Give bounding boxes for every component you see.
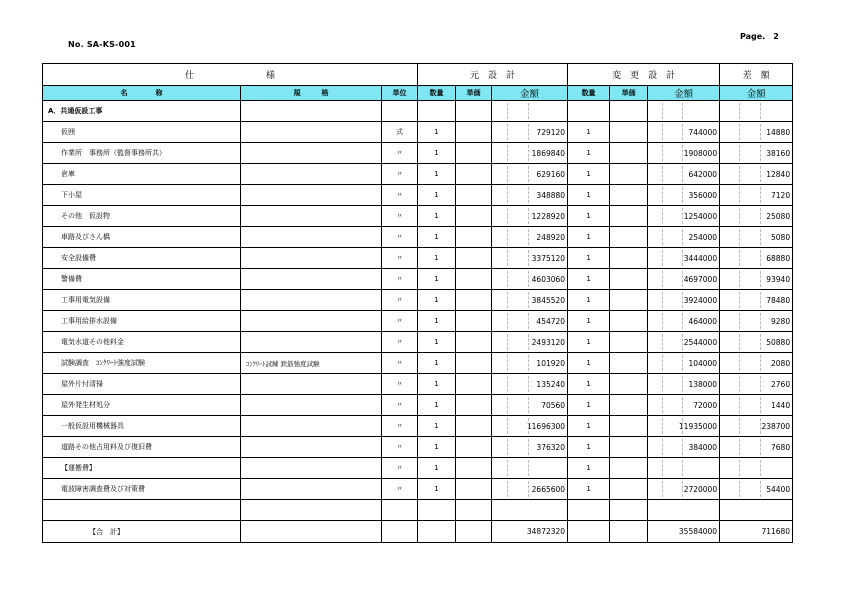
table-row bbox=[43, 164, 793, 185]
item-qty-changed: 1 bbox=[568, 374, 610, 395]
item-price-original bbox=[456, 206, 492, 227]
item-qty-original: 1 bbox=[418, 143, 456, 164]
item-spec bbox=[241, 206, 382, 227]
table-row bbox=[43, 416, 793, 437]
item-amount-difference: 238700 bbox=[720, 416, 793, 437]
table-row bbox=[43, 143, 793, 164]
item-qty-original: 1 bbox=[418, 248, 456, 269]
item-name: 下小屋 bbox=[43, 185, 241, 206]
item-amount-original: 135240 bbox=[492, 374, 568, 395]
table-row bbox=[43, 206, 793, 227]
item-spec bbox=[241, 164, 382, 185]
item-name: 工事用電気設備 bbox=[43, 290, 241, 311]
estimate-table bbox=[42, 63, 793, 543]
item-qty-original: 1 bbox=[418, 437, 456, 458]
table-row bbox=[43, 248, 793, 269]
table-row bbox=[43, 458, 793, 479]
item-amount-changed: 384000 bbox=[648, 437, 720, 458]
item-qty-changed: 1 bbox=[568, 269, 610, 290]
item-spec: ｺﾝｸﾘｰﾄ試練 鉄筋強度試験 bbox=[241, 353, 382, 374]
item-amount-original: 70560 bbox=[492, 395, 568, 416]
item-price-changed bbox=[610, 353, 648, 374]
item-qty-changed: 1 bbox=[568, 332, 610, 353]
table-row bbox=[43, 290, 793, 311]
item-unit: 〃 bbox=[382, 437, 418, 458]
item-amount-difference: 7120 bbox=[720, 185, 793, 206]
item-spec bbox=[241, 479, 382, 500]
item-qty-changed: 1 bbox=[568, 164, 610, 185]
item-spec bbox=[241, 122, 382, 143]
table-row bbox=[43, 479, 793, 500]
item-amount-original: 629160 bbox=[492, 164, 568, 185]
item-price-original bbox=[456, 185, 492, 206]
item-unit: 〃 bbox=[382, 458, 418, 479]
item-unit: 〃 bbox=[382, 290, 418, 311]
item-spec bbox=[241, 374, 382, 395]
item-amount-difference: 2760 bbox=[720, 374, 793, 395]
item-name: 安全設備費 bbox=[43, 248, 241, 269]
item-qty-original: 1 bbox=[418, 227, 456, 248]
item-qty-original: 1 bbox=[418, 290, 456, 311]
blank-cell bbox=[241, 500, 382, 521]
item-qty-original: 1 bbox=[418, 353, 456, 374]
item-qty-changed: 1 bbox=[568, 311, 610, 332]
item-price-original bbox=[456, 248, 492, 269]
item-amount-difference: 54400 bbox=[720, 479, 793, 500]
table-row bbox=[43, 269, 793, 290]
group-spec: 仕 様 bbox=[43, 64, 418, 86]
item-unit: 〃 bbox=[382, 269, 418, 290]
item-unit: 〃 bbox=[382, 395, 418, 416]
item-qty-changed: 1 bbox=[568, 227, 610, 248]
item-name: 仮囲 bbox=[43, 122, 241, 143]
item-amount-changed: 2544000 bbox=[648, 332, 720, 353]
item-qty-changed: 1 bbox=[568, 479, 610, 500]
table-row bbox=[43, 395, 793, 416]
item-unit: 〃 bbox=[382, 416, 418, 437]
item-amount-original: 101920 bbox=[492, 353, 568, 374]
total-spec bbox=[241, 521, 382, 543]
section-row bbox=[43, 101, 793, 122]
item-qty-original: 1 bbox=[418, 458, 456, 479]
item-amount-changed: 464000 bbox=[648, 311, 720, 332]
item-amount-changed: 104000 bbox=[648, 353, 720, 374]
col-amount-difference: 金額 bbox=[720, 86, 793, 101]
item-unit: 〃 bbox=[382, 479, 418, 500]
table-row bbox=[43, 311, 793, 332]
item-price-original bbox=[456, 311, 492, 332]
item-amount-changed: 4697000 bbox=[648, 269, 720, 290]
item-unit: 〃 bbox=[382, 248, 418, 269]
item-amount-changed bbox=[648, 458, 720, 479]
item-unit: 〃 bbox=[382, 353, 418, 374]
item-amount-difference: 68880 bbox=[720, 248, 793, 269]
item-name: 【運搬費】 bbox=[43, 458, 241, 479]
total-row bbox=[43, 521, 793, 543]
item-price-changed bbox=[610, 122, 648, 143]
item-price-changed bbox=[610, 395, 648, 416]
blank-cell bbox=[492, 500, 568, 521]
item-amount-original: 1228920 bbox=[492, 206, 568, 227]
item-qty-original: 1 bbox=[418, 479, 456, 500]
item-qty-original: 1 bbox=[418, 395, 456, 416]
item-qty-changed: 1 bbox=[568, 458, 610, 479]
item-price-original bbox=[456, 458, 492, 479]
item-price-original bbox=[456, 290, 492, 311]
item-name: 作業所 事務所（監督事務所共） bbox=[43, 143, 241, 164]
item-amount-difference: 1440 bbox=[720, 395, 793, 416]
item-unit: 〃 bbox=[382, 332, 418, 353]
item-price-original bbox=[456, 353, 492, 374]
item-amount-changed: 3924000 bbox=[648, 290, 720, 311]
item-qty-changed: 1 bbox=[568, 290, 610, 311]
section-title: A．共通仮設工事 bbox=[43, 101, 241, 122]
group-header-row bbox=[43, 64, 793, 86]
item-spec bbox=[241, 416, 382, 437]
item-amount-original: 2665600 bbox=[492, 479, 568, 500]
col-qty-original: 数量 bbox=[418, 86, 456, 101]
item-qty-original: 1 bbox=[418, 185, 456, 206]
item-price-changed bbox=[610, 416, 648, 437]
col-spec: 規 格 bbox=[241, 86, 382, 101]
col-price-original: 単価 bbox=[456, 86, 492, 101]
item-price-original bbox=[456, 416, 492, 437]
item-qty-changed: 1 bbox=[568, 395, 610, 416]
item-amount-difference: 25080 bbox=[720, 206, 793, 227]
item-spec bbox=[241, 248, 382, 269]
item-unit: 〃 bbox=[382, 374, 418, 395]
page-value: 2 bbox=[773, 32, 779, 41]
item-amount-difference bbox=[720, 458, 793, 479]
col-qty-changed: 数量 bbox=[568, 86, 610, 101]
table-row bbox=[43, 374, 793, 395]
item-price-original bbox=[456, 479, 492, 500]
item-unit: 〃 bbox=[382, 227, 418, 248]
item-price-changed bbox=[610, 227, 648, 248]
item-spec bbox=[241, 332, 382, 353]
blank-cell bbox=[456, 500, 492, 521]
total-amount-difference: 711680 bbox=[720, 521, 793, 543]
item-amount-changed: 254000 bbox=[648, 227, 720, 248]
item-price-original bbox=[456, 332, 492, 353]
item-amount-changed: 1254000 bbox=[648, 206, 720, 227]
item-name: 警備費 bbox=[43, 269, 241, 290]
blank-row bbox=[43, 500, 793, 521]
item-amount-original: 248920 bbox=[492, 227, 568, 248]
table-row bbox=[43, 332, 793, 353]
item-qty-changed: 1 bbox=[568, 122, 610, 143]
item-price-changed bbox=[610, 479, 648, 500]
blank-cell bbox=[720, 500, 793, 521]
col-amount-original: 金額 bbox=[492, 86, 568, 101]
item-qty-original: 1 bbox=[418, 311, 456, 332]
item-price-changed bbox=[610, 374, 648, 395]
col-unit: 単位 bbox=[382, 86, 418, 101]
page-number bbox=[740, 32, 779, 41]
item-amount-changed: 744000 bbox=[648, 122, 720, 143]
item-amount-difference: 9280 bbox=[720, 311, 793, 332]
item-amount-changed: 11935000 bbox=[648, 416, 720, 437]
group-changed-design: 変 更 設 計 bbox=[568, 64, 720, 86]
item-amount-changed: 1908000 bbox=[648, 143, 720, 164]
total-label: 【合 計】 bbox=[43, 521, 241, 543]
item-amount-difference: 12840 bbox=[720, 164, 793, 185]
item-qty-original: 1 bbox=[418, 332, 456, 353]
item-price-changed bbox=[610, 248, 648, 269]
item-qty-changed: 1 bbox=[568, 353, 610, 374]
total-price-changed bbox=[610, 521, 648, 543]
blank-cell bbox=[568, 500, 610, 521]
group-original-design: 元 設 計 bbox=[418, 64, 568, 86]
item-amount-difference: 38160 bbox=[720, 143, 793, 164]
item-price-original bbox=[456, 164, 492, 185]
group-difference: 差 額 bbox=[720, 64, 793, 86]
item-spec bbox=[241, 227, 382, 248]
item-amount-original: 1869840 bbox=[492, 143, 568, 164]
total-amount-original: 34872320 bbox=[492, 521, 568, 543]
item-price-changed bbox=[610, 458, 648, 479]
item-amount-original: 2493120 bbox=[492, 332, 568, 353]
table-row bbox=[43, 353, 793, 374]
item-name: 電気水道その他料金 bbox=[43, 332, 241, 353]
item-amount-changed: 138000 bbox=[648, 374, 720, 395]
item-amount-difference: 14880 bbox=[720, 122, 793, 143]
blank-cell bbox=[610, 500, 648, 521]
item-qty-original: 1 bbox=[418, 164, 456, 185]
col-price-changed: 単価 bbox=[610, 86, 648, 101]
item-spec bbox=[241, 395, 382, 416]
item-unit: 〃 bbox=[382, 164, 418, 185]
item-name: 屋外発生材処分 bbox=[43, 395, 241, 416]
item-qty-changed: 1 bbox=[568, 206, 610, 227]
item-price-original bbox=[456, 395, 492, 416]
item-unit: 〃 bbox=[382, 143, 418, 164]
total-amount-changed: 35584000 bbox=[648, 521, 720, 543]
item-name: 工事用給排水設備 bbox=[43, 311, 241, 332]
item-price-original bbox=[456, 374, 492, 395]
item-price-changed bbox=[610, 143, 648, 164]
item-spec bbox=[241, 437, 382, 458]
item-price-changed bbox=[610, 185, 648, 206]
table-row bbox=[43, 227, 793, 248]
item-amount-original: 4603060 bbox=[492, 269, 568, 290]
total-price-original bbox=[456, 521, 492, 543]
item-unit: 〃 bbox=[382, 185, 418, 206]
item-amount-changed: 2720000 bbox=[648, 479, 720, 500]
item-name: 一般仮設用機械器具 bbox=[43, 416, 241, 437]
item-amount-difference: 93940 bbox=[720, 269, 793, 290]
item-unit: 〃 bbox=[382, 206, 418, 227]
table-row bbox=[43, 122, 793, 143]
total-unit bbox=[382, 521, 418, 543]
item-price-original bbox=[456, 227, 492, 248]
item-amount-original: 3845520 bbox=[492, 290, 568, 311]
item-name: その他 仮設物 bbox=[43, 206, 241, 227]
item-spec bbox=[241, 143, 382, 164]
item-amount-changed: 3444000 bbox=[648, 248, 720, 269]
item-qty-changed: 1 bbox=[568, 248, 610, 269]
item-amount-difference: 50880 bbox=[720, 332, 793, 353]
item-price-changed bbox=[610, 437, 648, 458]
item-name: 道路その他占用料及び復旧費 bbox=[43, 437, 241, 458]
item-price-changed bbox=[610, 269, 648, 290]
item-qty-original: 1 bbox=[418, 269, 456, 290]
document-number: No. SA-KS-001 bbox=[68, 40, 136, 49]
item-qty-original: 1 bbox=[418, 416, 456, 437]
total-qty-original bbox=[418, 521, 456, 543]
item-qty-original: 1 bbox=[418, 374, 456, 395]
item-amount-difference: 7680 bbox=[720, 437, 793, 458]
item-amount-difference: 2080 bbox=[720, 353, 793, 374]
item-spec bbox=[241, 290, 382, 311]
item-spec bbox=[241, 185, 382, 206]
item-price-changed bbox=[610, 206, 648, 227]
item-qty-original: 1 bbox=[418, 206, 456, 227]
item-amount-original: 348880 bbox=[492, 185, 568, 206]
item-name: 倉庫 bbox=[43, 164, 241, 185]
item-qty-changed: 1 bbox=[568, 185, 610, 206]
item-name: 試験調査 ｺﾝｸﾘｰﾄ強度試験 bbox=[43, 353, 241, 374]
blank-cell bbox=[648, 500, 720, 521]
col-amount-changed: 金額 bbox=[648, 86, 720, 101]
item-price-changed bbox=[610, 290, 648, 311]
blank-cell bbox=[43, 500, 241, 521]
table-row bbox=[43, 437, 793, 458]
item-name: 屋外片付清掃 bbox=[43, 374, 241, 395]
item-qty-changed: 1 bbox=[568, 437, 610, 458]
item-price-original bbox=[456, 437, 492, 458]
item-qty-original: 1 bbox=[418, 122, 456, 143]
table-row bbox=[43, 185, 793, 206]
item-unit: 〃 bbox=[382, 311, 418, 332]
item-price-original bbox=[456, 269, 492, 290]
item-name: 車路及びさん橋 bbox=[43, 227, 241, 248]
item-spec bbox=[241, 269, 382, 290]
item-amount-changed: 356000 bbox=[648, 185, 720, 206]
item-amount-original: 11696300 bbox=[492, 416, 568, 437]
item-amount-original bbox=[492, 458, 568, 479]
item-price-changed bbox=[610, 311, 648, 332]
item-price-changed bbox=[610, 164, 648, 185]
item-qty-changed: 1 bbox=[568, 143, 610, 164]
total-qty-changed bbox=[568, 521, 610, 543]
item-amount-original: 376320 bbox=[492, 437, 568, 458]
item-qty-changed: 1 bbox=[568, 416, 610, 437]
item-amount-changed: 72000 bbox=[648, 395, 720, 416]
item-amount-original: 3375120 bbox=[492, 248, 568, 269]
blank-cell bbox=[418, 500, 456, 521]
item-price-original bbox=[456, 143, 492, 164]
item-amount-difference: 78480 bbox=[720, 290, 793, 311]
item-amount-changed: 642000 bbox=[648, 164, 720, 185]
page-label: Page. bbox=[740, 32, 766, 41]
item-spec bbox=[241, 458, 382, 479]
item-price-original bbox=[456, 122, 492, 143]
item-price-changed bbox=[610, 332, 648, 353]
item-name: 電波障害調査費及び対策費 bbox=[43, 479, 241, 500]
item-amount-original: 454720 bbox=[492, 311, 568, 332]
blank-cell bbox=[382, 500, 418, 521]
col-name: 名 称 bbox=[43, 86, 241, 101]
item-unit: 式 bbox=[382, 122, 418, 143]
item-amount-difference: 5080 bbox=[720, 227, 793, 248]
item-spec bbox=[241, 311, 382, 332]
column-header-row bbox=[43, 86, 793, 101]
item-amount-original: 729120 bbox=[492, 122, 568, 143]
